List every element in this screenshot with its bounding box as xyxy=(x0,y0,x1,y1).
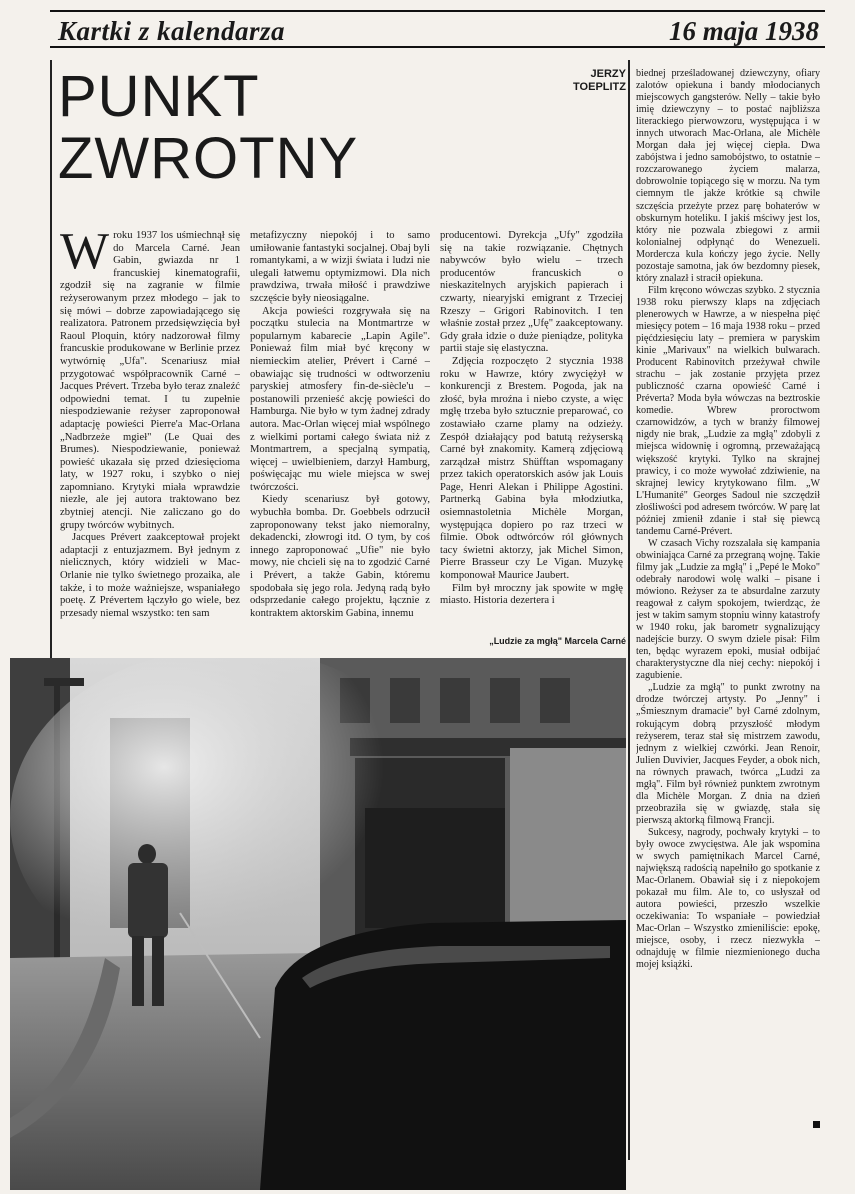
title-line-2: ZWROTNY xyxy=(58,126,359,191)
article-column-4 xyxy=(636,68,820,1143)
paragraph: Film był mroczny jak spowite w mgłę miasto. Historia dezertera i xyxy=(440,582,623,607)
title-line-1: PUNKT xyxy=(58,64,260,129)
page-header xyxy=(50,10,825,48)
drop-cap: W xyxy=(60,230,110,280)
paragraph: producentowi. Dyrekcja „Ufy" zgodziła się na takie rozwiązanie. Chętnych nabywców było wielu – trzech producentów francuskich o nieskazitelnych aryjskich papierach i czwarty, niearyjski emigrant z Trzeciej Rzeszy – Grigori Rabinovitch. I ten właśnie został przez „Ufę" zaakceptowany. Gdy grała idzie o duże pieniądze, polityka partii staje się elastyczna. xyxy=(440,230,623,355)
photo-caption: „Ludzie za mgłą" Marcela Carné xyxy=(489,636,626,646)
street-scene-illustration xyxy=(10,658,626,1190)
section-title: Kartki z kalendarza xyxy=(58,16,286,46)
paragraph xyxy=(60,230,240,532)
article-column-2 xyxy=(250,230,430,630)
author-first-name: JERZY xyxy=(590,68,626,80)
paragraph: metafizyczny niepokój i to samo umiłowanie fantastyki socjalnej. Obaj byli romantykami, a w wizji świata i ludzi nie ulegali łatwemu optymizmowi. Dla nich prawdziwa, trwała miłość i prawdziwe szczęście były nieosiągalne. xyxy=(250,230,430,304)
paragraph: Film kręcono wówczas szybko. 2 stycznia 1938 roku pierwszy klaps na zdjęciach plenerowych w Hawrze, a w niespełna pięć miesięcy potem – 16 maja 1938 roku – przed pięćdziesięciu laty – premiera w paryskim kinie „Marivaux" na wielkich bulwarach. Producent Rabinovitch przeżywał chwile strachu – jak zostanie przyjęta przez publiczność czarna opowieść Carné i Préverta? Moda była wówczas na beztroskie komedie. Wbrew proroctwom czarnowidzów, a tych w branży filmowej nigdy nie brak, „Ludzie za mgłą" zdobyli z miejsca widownię i ogromną, przeważającą większość krytyki. Tylko na skrajnej prawicy, i co może wywołać zdziwienie, na skrajnej lewicy krytykowano film. „W L'Humanité" Georges Sadoul nie szczędził złośliwości pod adresem twórców. W parę lat później zmienił zdanie i stał się piewcą tandemu Carné-Prévert. xyxy=(636,284,820,537)
issue-date: 16 maja 1938 xyxy=(668,16,819,46)
paragraph: Kiedy scenariusz był gotowy, wybuchła bomba. Dr. Goebbels odrzucił zaproponowany tekst jako niemoralny, dekadencki, złowrogi itd. O tym, by coś innego zaproponować „Ufie" nie było mowy, nie chcieli się na to zgodzić Carné i Prévert, a także Gabin, któremu spodobała się jego rola. Jedyną radą było odsprzedanie całego projektu, łącznie z kontraktem aktorskim Gabina, innemu xyxy=(250,494,430,619)
author-byline xyxy=(556,68,626,94)
article-column-1 xyxy=(60,230,240,630)
header-top-rule xyxy=(50,10,825,12)
paragraph: Jacques Prévert zaakceptował projekt adaptacji z entuzjazmem. Był jednym z nielicznych, który widzieli w Mac-Orlanie nie tylko świetnego prozaika, ale także, i to może ważniejsze, wspaniałego poetę. Z Prévertem łączyło go wiele, bez przesady niemal wszystko: ten sam xyxy=(60,532,240,619)
right-column-rule xyxy=(628,60,630,1160)
paragraph: „Ludzie za mgłą" to punkt zwrotny na drodze twórczej artysty. Po „Jenny" i „Śmiesznym dramacie" był Carné zdolnym, rokującym dobrą przyszłość młodym reżyserem, teraz stał się mistrzem zawodu, jednym z wielkiej czwórki. Jean Renoir, Julien Duvivier, Jacques Feyder, a obok nich, na równych prawach, twórca „Ludzi za mgłą". Film był również punktem zwrotnym dla Michèle Morgan. Z dnia na dzień przeobraziła się w gwiazdę, stała się pierwszą aktorką filmową Francji. xyxy=(636,682,820,826)
article-column-3 xyxy=(440,230,623,630)
paragraph: Akcja powieści rozgrywała się na początku stulecia na Montmartrze w popularnym kabarecie „Lapin Agile". Ponieważ film miał być kręcony w niemieckim atelier, Prévert i Carné – obawiając się trudności w odtworzeniu paryskiej atmosfery fin-de-siècle'u – postanowili przenieść akcję powieści do Hamburga. Nie było w tym żadnej zdrady autora. Mac-Orlan więcej miał wspólnego z wielkimi portami całego świata niż z Montmartrem, a specjalną sympatią, więcej – uwielbieniem, darzył Hamburg, poświęcając mu wiele miejsca w swej twórczości. xyxy=(250,305,430,493)
paragraph: biednej prześladowanej dziewczyny, ofiary zalotów opiekuna i bandy młodocianych miejscowych gangsterów. Nelly – takie było imię dziewczyny – to postać najbliższa literackiego pierwowzoru, występująca i w innych utworach Mac-Orlana, ale Michèle Morgan dała jej więcej ciepła. Dwa zabójstwa i jedno samobójstwo, to ostatnie – rozczarowanego życiem malarza, dobrowolnie topiącego się w morzu. Na tym ciemnym tle jakże krótkie są chwile szczęścia przeżyte przez parę bohaterów w obskurnym hoteliku. I jakiś mściwy jest los, który nie pozwala zbiegowi z armii kolonialnej odpłynąć do Wenezueli. Mordercza kula kończy jego życie. Nelly pozostaje samotna, jak ów bezdomny piesek, który znalazł i stracił opiekuna. xyxy=(636,68,820,284)
left-column-rule xyxy=(50,60,52,658)
paragraph: W czasach Vichy rozszalała się kampania obwiniająca Carné za przegraną wojnę. Takie filmy jak „Ludzie za mgłą" i „Pepé le Moko" odebrały narodowi wolę walki – pisane i mówiono. Reżyser za te absurdalne zarzuty reagował z całym spokojem, twierdząc, że jest w takim samym stopniu winny katastrofy w 1940 roku, jak barometr sygnalizujący nadejście burzy. O swym dziele pisał: Film ten, będąc wyrazem epoki, musiał odbijać charakterystyczne dla niej cechy: niepokój i zagubienie. xyxy=(636,537,820,682)
paragraph-text: roku 1937 los uśmiechnął się do Marcela Carné. Jean Gabin, gwiazda nr 1 francuskiej kinematografii, zgodził się na zagranie w filmie reżyserowanym przez młodego – jak to się mówi – dobrze zapowiadającego się realizatora. Patronem przedsięwzięcia był Raoul Ploquin, który nadzorował filmy francuskie produkowane w Berlinie przez wytwórnię „Ufa". Scenariusz miał przygotować współpracownik Carné – Jacques Prévert. Trzeba było teraz znaleźć odpowiedni temat. I tu zupełnie niespodziewanie reżyser zaproponował adaptację powieści Pierre'a Mac-Orlana „Nadbrzeże mgieł" (Le Quai des Brumes). Niespodziewanie, ponieważ powieść ukazała się przed dziesięcioma laty, w 1927 roku, i szybko o niej zapomniano. Krytyki miała wprawdzie niezłe, ale jej autora traktowano bez zbytniej atencji. Nie zaliczano go do grupy twórców wybitnych. xyxy=(60,230,240,531)
paragraph: Sukcesy, nagrody, pochwały krytyki – to były owoce zwycięstwa. Ale jak wspomina w swych pamiętnikach Marcel Carné, największą radością napełniło go spotkanie z Mac-Orlanem. Obawiał się i z niepokojem pokazał mu film. Ale to, co usłyszał od autora powieści, przeszło wszelkie oczekiwania: To wspaniałe – powiedział Mac-Orlan – Wszystko zmieniliście: epokę, miejsce, osoby, i rzecz niezwykła – odnajduję w filmie niezmienionego ducha mojej książki. xyxy=(636,826,820,971)
film-still-photo xyxy=(10,658,626,1190)
paragraph: Zdjęcia rozpoczęto 2 stycznia 1938 roku w Hawrze, który zwyciężył w konkurencji z Brestem. Pogoda, jak na złość, była mroźna i niebo czyste, a więc mgłę trzeba było sztucznie preparować, co zostawiało czarne plamy na odzieży. Zespół działający pod batutą reżyserską Carné był znakomity. Kamerą zdjęciową zarządzał mistrz Shüfftan wspomagany przez takich operatorskich asów jak Louis Page, Henri Alekan i Philippe Agostini. Partnerką Gabina była młodziutka, osiemnastoletnia Michèle Morgan, występująca dopiero po raz trzeci w filmie. Obok odtwórców ról głównych tacy świetni aktorzy, jak Michel Simon, Pierre Brasseur czy Le Vigan. Muzykę komponował Maurice Jaubert. xyxy=(440,355,623,582)
end-of-article-mark xyxy=(813,1121,820,1128)
article-title xyxy=(58,66,358,190)
author-last-name: TOEPLITZ xyxy=(573,81,626,93)
